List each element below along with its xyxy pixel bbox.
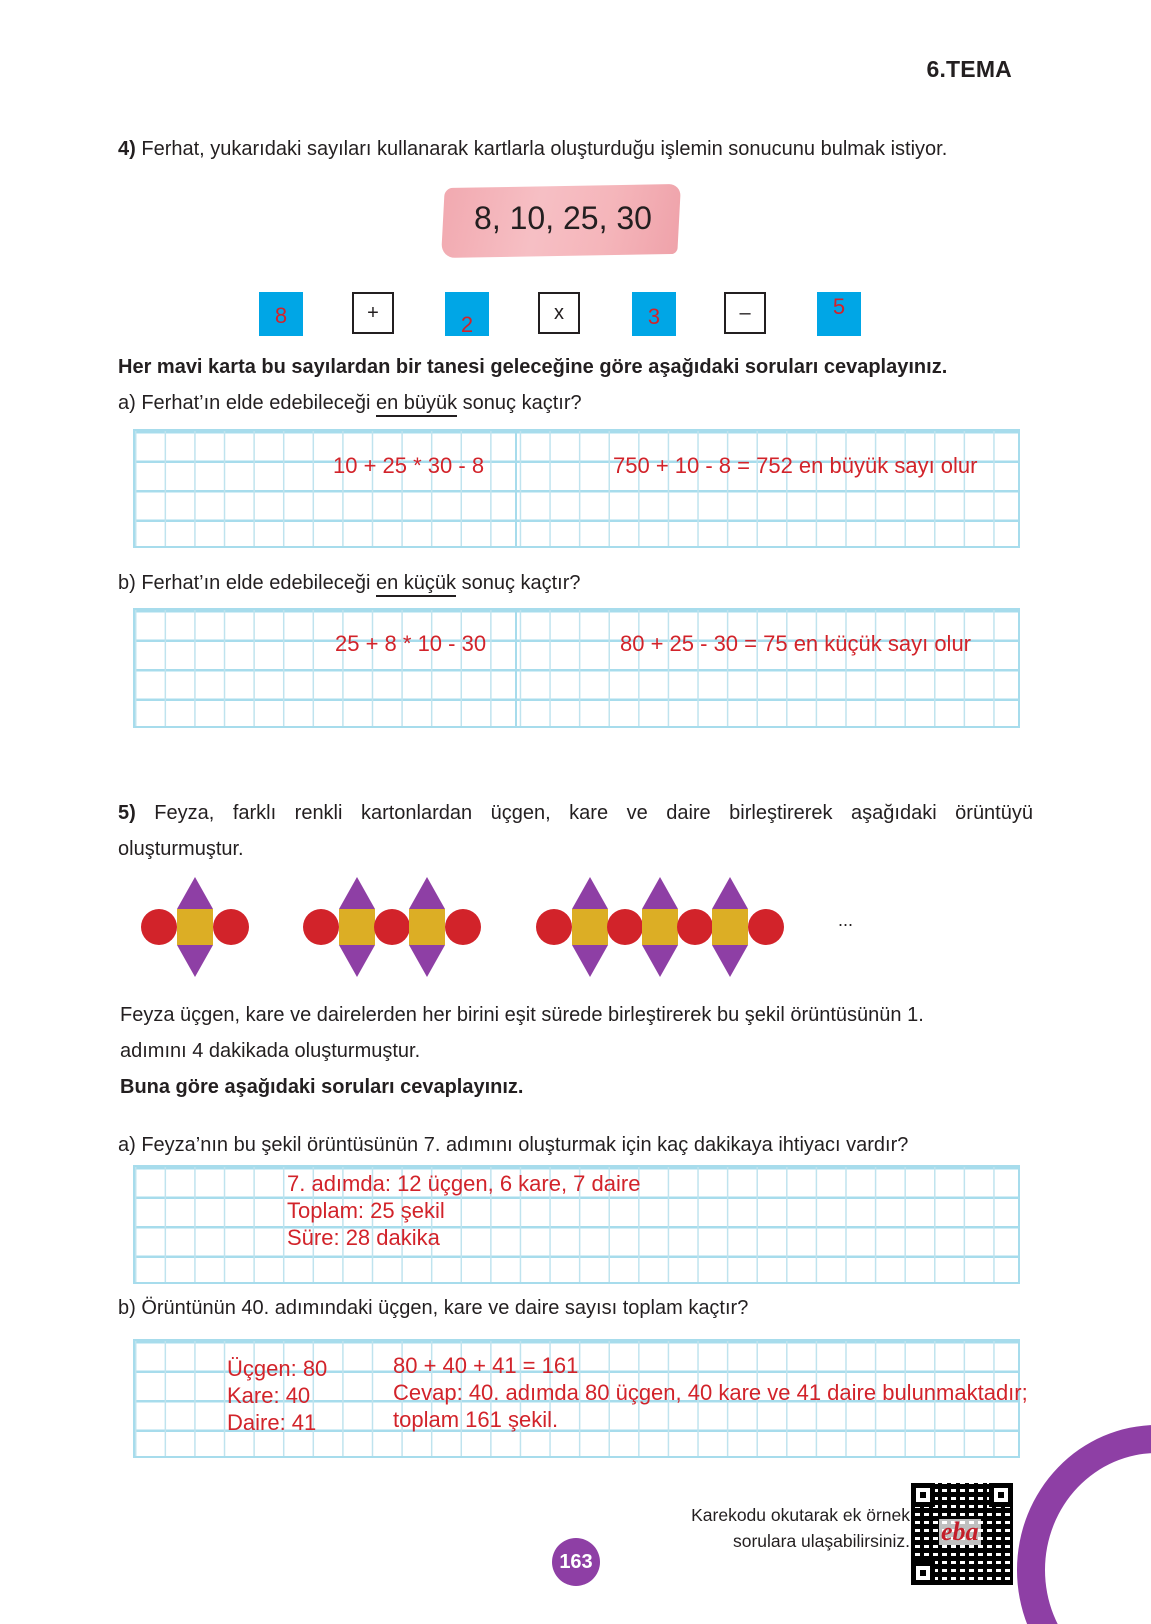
card-label: – [739,302,751,324]
triangle-icon [642,877,678,909]
question-4-instruction: Her mavi karta bu sayılardan bir tanesi geleceğine göre aşağıdaki soruları cevaplayınız. [118,356,948,378]
blue-card-1 [259,292,303,336]
answer-4b-expression: 25 + 8 * 10 - 30 [335,631,487,656]
question-5b-prompt: b) Örüntünün 40. adımındaki üçgen, kare ve daire sayısı toplam kaçtır? [118,1297,749,1319]
square-icon [409,909,445,945]
answer-4a-expression: 10 + 25 * 30 - 8 [333,453,485,478]
triangle-icon [177,945,213,977]
blue-card-4 [817,292,861,336]
theme-title: 6.TEMA [926,56,1012,82]
card-label: 2 [460,312,474,337]
triangle-icon [712,877,748,909]
question-5-info-line2: adımını 4 dakikada oluşturmuştur. [120,1040,421,1062]
operator-card-plus [352,292,394,334]
blue-card-2 [445,292,489,336]
card-label: + [367,302,379,324]
triangle-icon [339,945,375,977]
page-number: 163 [552,1538,600,1586]
pattern-step-3 [536,878,786,978]
emphasis-text: en küçük [376,572,456,597]
question-5a-prompt: a) Feyza’nın bu şekil örüntüsünün 7. adımını oluşturmak için kaç dakikaya ihtiyacı vardır? [118,1134,909,1156]
circle-icon [677,909,713,945]
circle-icon [374,909,410,945]
question-5-prompt-line1 [118,800,1033,826]
triangle-icon [409,945,445,977]
square-icon [177,909,213,945]
circle-icon [536,909,572,945]
answer-grid-4a[interactable] [133,429,1020,548]
triangle-icon [642,945,678,977]
answer-5b-total: toplam 161 şekil. [393,1407,559,1432]
circle-icon [607,909,643,945]
triangle-icon [712,945,748,977]
qr-caption [660,1502,910,1554]
card-label: 3 [647,304,661,329]
pattern-continuation: ... [838,910,854,930]
triangle-icon [572,877,608,909]
numbers-banner: 8, 10, 25, 30 [474,200,652,236]
answer-grid-4b[interactable] [133,608,1020,728]
qr-caption-line2: sorulara ulaşabilirsiniz. [732,1531,910,1551]
square-icon [339,909,375,945]
answer-4b-result: 80 + 25 - 30 = 75 en küçük sayı olur [620,631,972,656]
circle-icon [748,909,784,945]
qr-finder-icon [989,1483,1013,1507]
question-4a-prompt [118,390,582,416]
eba-logo: eba [941,1517,979,1546]
prompt-suffix: sonuç kaçtır? [456,572,581,594]
prompt-prefix: a) Ferhat’ın elde edebileceği [118,392,376,414]
card-label: 5 [832,294,846,319]
operator-card-multiply [538,292,580,334]
question-number: 4) [118,138,136,160]
prompt-suffix: sonuç kaçtır? [457,392,582,414]
question-5-info-line1: Feyza üçgen, kare ve dairelerden her birini eşit sürede birleştirerek bu şekil örüntüsünün 1. [120,1004,924,1026]
pattern-step-1 [141,878,251,978]
circle-icon [213,909,249,945]
triangle-icon [409,877,445,909]
square-icon [712,909,748,945]
question-5-text: Feyza, farklı renkli kartonlardan üçgen, kare ve daire birleştirerek aşağıdaki örüntüyü [135,802,1033,824]
circle-icon [141,909,177,945]
triangle-icon [339,877,375,909]
answer-5a-line3: Süre: 28 dakika [287,1225,440,1250]
card-label: x [554,302,564,324]
qr-finder-icon [911,1483,935,1507]
operator-card-minus [724,292,766,334]
answer-4a-result: 750 + 10 - 8 = 752 en büyük sayı olur [613,453,978,478]
pattern-step-2 [303,878,483,978]
blue-card-3 [632,292,676,336]
qr-code[interactable] [911,1483,1013,1585]
prompt-prefix: b) Ferhat’ın elde edebileceği [118,572,376,594]
question-number: 5) [118,802,136,824]
circle-icon [303,909,339,945]
answer-5b-squares: Kare: 40 [227,1383,311,1408]
answer-5a-line2: Toplam: 25 şekil [287,1198,445,1223]
square-icon [572,909,608,945]
question-4-text: Ferhat, yukarıdaki sayıları kullanarak kartlarla oluşturduğu işlemin sonucunu bulmak istiyor. [135,138,948,160]
card-label: 8 [274,303,288,328]
question-5-instruction: Buna göre aşağıdaki soruları cevaplayınız. [120,1076,524,1098]
circle-icon [445,909,481,945]
emphasis-text: en büyük [376,392,457,417]
answer-5b-circles: Daire: 41 [227,1410,317,1435]
question-5-prompt-line2: oluşturmuştur. [118,838,244,860]
answer-5a-line1: 7. adımda: 12 üçgen, 6 kare, 7 daire [287,1171,641,1196]
decorative-arc [1017,1425,1151,1624]
qr-caption-line1: Karekodu okutarak ek örnek [691,1505,910,1525]
question-4-prompt [118,136,947,162]
answer-5b-sum: 80 + 40 + 41 = 161 [393,1353,579,1378]
triangle-icon [572,945,608,977]
triangle-icon [177,877,213,909]
question-4b-prompt [118,570,581,596]
qr-finder-icon [911,1561,935,1585]
grid-divider [515,610,517,726]
square-icon [642,909,678,945]
grid-divider [515,431,517,546]
answer-5b-triangles: Üçgen: 80 [227,1356,328,1381]
answer-5b-conclusion: Cevap: 40. adımda 80 üçgen, 40 kare ve 41 daire bulunmaktadır; [393,1380,1028,1405]
